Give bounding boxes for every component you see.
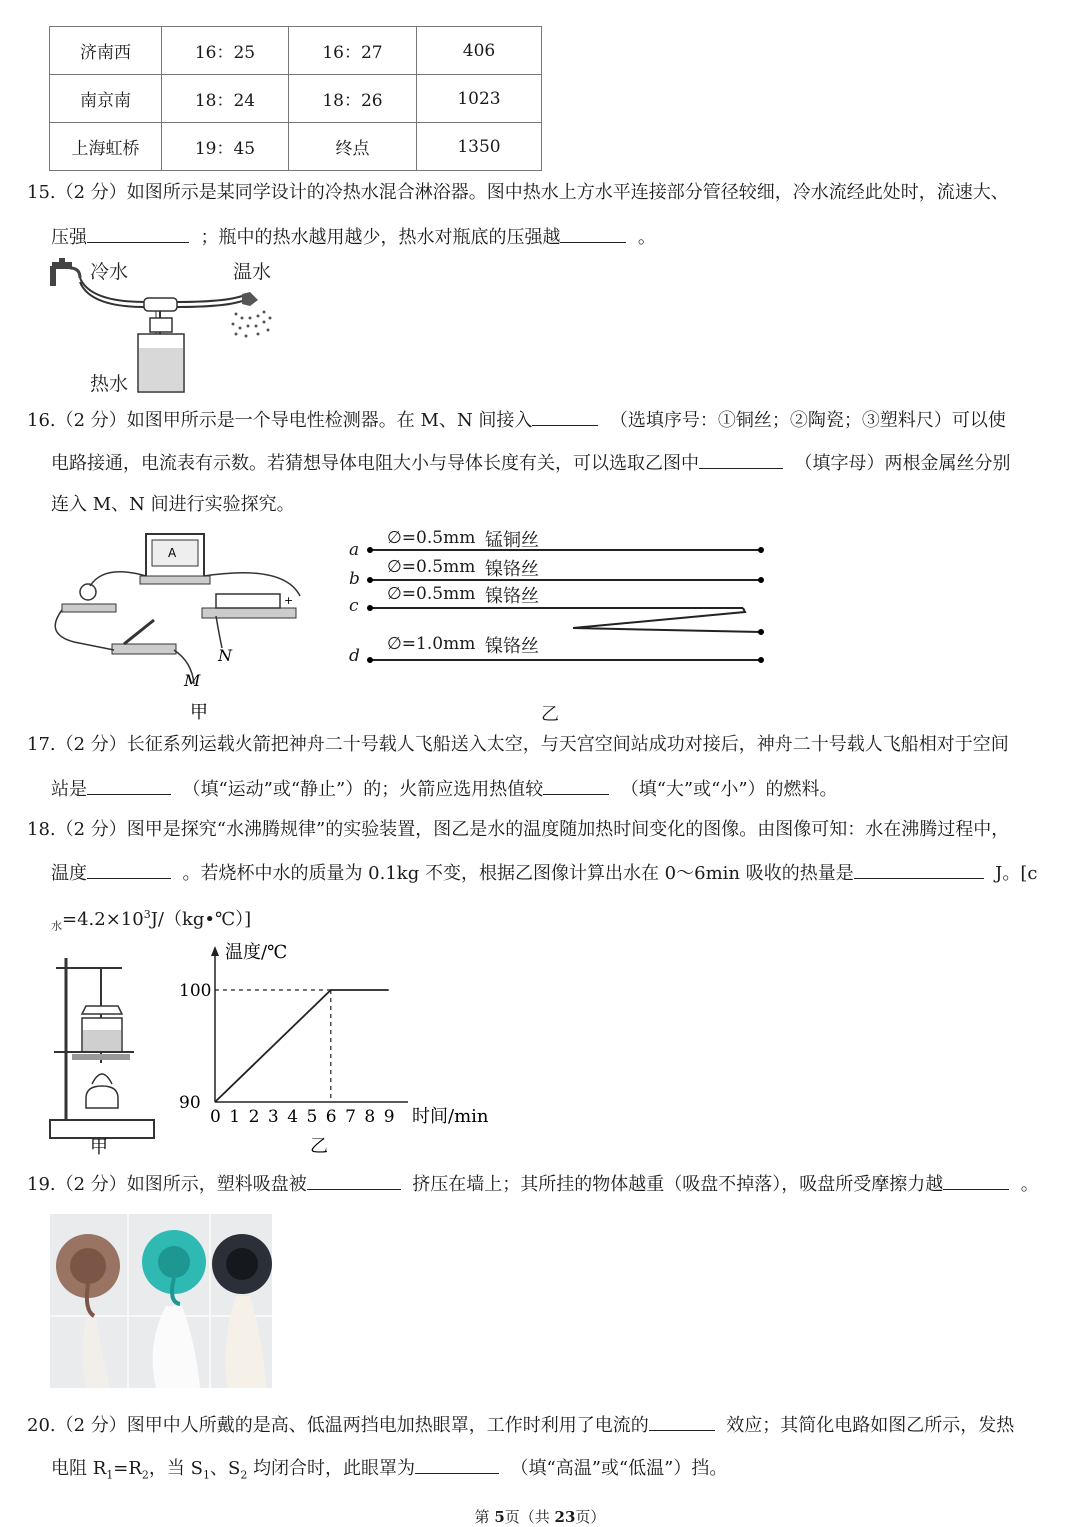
svg-text:A: A <box>168 546 177 560</box>
x-axis-label: 时间/min <box>412 1106 489 1127</box>
x-tick-label: 6 <box>325 1107 337 1127</box>
y-tick-label: 100 <box>179 981 212 1001</box>
q16-line1: 16.（2 分）如图甲所示是一个导电性检测器。在 M、N 间接入 （选填序号：①铜丝；②陶瓷；③塑料尺）可以使 <box>27 407 1006 433</box>
table-cell: 终点 <box>289 123 417 171</box>
q15-blank2[interactable] <box>560 224 626 243</box>
q16-line2: 电路接通，电流表有示数。若猜想导体电阻大小与导体长度有关，可以选取乙图中 （填字母）两根金属丝分别 <box>51 450 1010 476</box>
q19-blank1[interactable] <box>307 1171 401 1190</box>
q20-line1: 20.（2 分）图甲中人所戴的是高、低温两挡电加热眼罩，工作时利用了电流的 效应；其简化电路如图乙所示，发热 <box>27 1412 1014 1438</box>
table-cell: 1023 <box>417 75 542 123</box>
label-cold-water: 冷水 <box>90 261 129 283</box>
y-tick-label: 90 <box>179 1093 201 1113</box>
label-yi-18: 乙 <box>310 1136 328 1157</box>
y-axis-arrow <box>211 946 219 956</box>
page-footer: 第 5页（共 23页） <box>474 1508 606 1526</box>
label-jia-18: 甲 <box>90 1137 108 1158</box>
label-warm-water: 温水 <box>233 261 272 283</box>
q16-line3: 连入 M、N 间进行实验探究。 <box>51 494 295 515</box>
q16-blank2[interactable] <box>699 450 783 469</box>
q19-line1: 19.（2 分）如图所示，塑料吸盘被 挤压在墙上；其所挂的物体越重（吸盘不掉落），吸盘所受摩擦力越 。 <box>27 1171 1039 1197</box>
q15-blank1[interactable] <box>87 224 189 243</box>
x-tick-label: 9 <box>383 1107 395 1127</box>
wires-figure <box>345 520 775 725</box>
x-tick-label: 4 <box>287 1107 299 1127</box>
x-tick-label: 1 <box>229 1107 241 1127</box>
ammeter-icon <box>140 534 210 584</box>
q15-line2: 压强 ；瓶中的热水越用越少，热水对瓶底的压强越 。 <box>51 224 656 250</box>
black-suction-cup-icon <box>212 1234 272 1294</box>
label-M: M <box>184 671 201 690</box>
label-jia-16: 甲 <box>190 702 208 723</box>
q16-blank1[interactable] <box>532 407 598 426</box>
q18-line3: $_水=4.2\times 10^3J/(kg•℃)$] <box>51 908 252 933</box>
conductivity-tester-figure <box>44 524 334 724</box>
q18-line1: 18.（2 分）图甲是探究“水沸腾规律”的实验装置，图乙是水的温度随加热时间变化的图像。由图像可知：水在沸腾过程中， <box>27 819 1010 840</box>
suction-cups-photo <box>50 1214 272 1388</box>
label-N: N <box>218 646 232 665</box>
table-cell: 19：45 <box>162 123 289 171</box>
wire-letter: d <box>349 646 360 666</box>
wire-diameter: ∅=1.0mm <box>387 634 476 654</box>
q20-line2: 电阻 $R_1=R_2$，当 $S_1$、$S_2$ 均闭合时，此眼罩为 （填“高温”或“低温”）挡。 <box>51 1455 727 1488</box>
bulb-icon <box>62 584 116 612</box>
x-tick-label: 0 <box>210 1107 221 1127</box>
label-yi-16: 乙 <box>541 704 559 725</box>
table-cell: 16：27 <box>289 27 417 75</box>
q17-blank1[interactable] <box>87 776 171 795</box>
battery-icon <box>202 594 296 618</box>
table-row <box>50 27 542 75</box>
table-row <box>50 75 542 123</box>
x-tick-label: 2 <box>248 1107 260 1127</box>
wire-material: 镍铬丝 <box>485 636 539 657</box>
table-cell: 18：26 <box>289 75 417 123</box>
table-row <box>50 123 542 171</box>
svg-text:+: + <box>284 594 294 607</box>
table-cell: 济南西 <box>50 27 162 75</box>
table-cell: 1350 <box>417 123 542 171</box>
label-hot-water: 热水 <box>90 373 129 395</box>
q18-blank2[interactable] <box>854 860 984 879</box>
temperature-line <box>215 990 389 1102</box>
wire-diameter: ∅=0.5mm <box>387 557 476 577</box>
table-cell: 南京南 <box>50 75 162 123</box>
table-cell: 上海虹桥 <box>50 123 162 171</box>
q17-blank2[interactable] <box>543 776 609 795</box>
temperature-time-chart <box>170 936 500 1158</box>
wire-material: 镍铬丝 <box>485 559 539 580</box>
q20-blank2[interactable] <box>415 1455 499 1474</box>
x-tick-label: 7 <box>345 1107 356 1127</box>
switch-icon <box>112 620 176 654</box>
y-axis-label: 温度/℃ <box>225 942 288 963</box>
q17-line2: 站是 （填“运动”或“静止”）的；火箭应选用热值较 （填“大”或“小”）的燃料。 <box>51 776 838 802</box>
wire-material: 镍铬丝 <box>485 586 539 607</box>
wire-letter: c <box>349 596 359 616</box>
wire-diameter: ∅=0.5mm <box>387 528 476 548</box>
boiling-apparatus-figure <box>46 948 164 1158</box>
wire-letter: b <box>349 569 360 589</box>
q19-blank2[interactable] <box>943 1171 1009 1190</box>
table-cell: 18：24 <box>162 75 289 123</box>
train-schedule-table <box>49 26 542 171</box>
wire-letter: a <box>349 540 360 560</box>
q18-blank1[interactable] <box>87 860 171 879</box>
x-tick-label: 5 <box>306 1107 318 1127</box>
q17-line1: 17.（2 分）长征系列运载火箭把神舟二十号载人飞船送入太空，与天宫空间站成功对接后，神舟二十号载人飞船相对于空间 <box>27 734 1009 755</box>
q18-line2: 温度 。若烧杯中水的质量为 0.1kg 不变，根据乙图像计算出水在 0～6min 吸收的热量是 J。[c <box>51 860 1038 886</box>
q20-blank1[interactable] <box>649 1412 715 1431</box>
table-cell: 406 <box>417 27 542 75</box>
table-cell: 16：25 <box>162 27 289 75</box>
wire-diameter: ∅=0.5mm <box>387 584 476 604</box>
x-tick-label: 8 <box>364 1107 376 1127</box>
shower-mixer-figure <box>50 256 290 396</box>
wire-material: 锰铜丝 <box>485 530 539 551</box>
q15-line1: 15.（2 分）如图所示是某同学设计的冷热水混合淋浴器。图中热水上方水平连接部分管径较细，冷水流经此处时，流速大、 <box>27 182 1009 203</box>
x-tick-label: 3 <box>267 1107 279 1127</box>
